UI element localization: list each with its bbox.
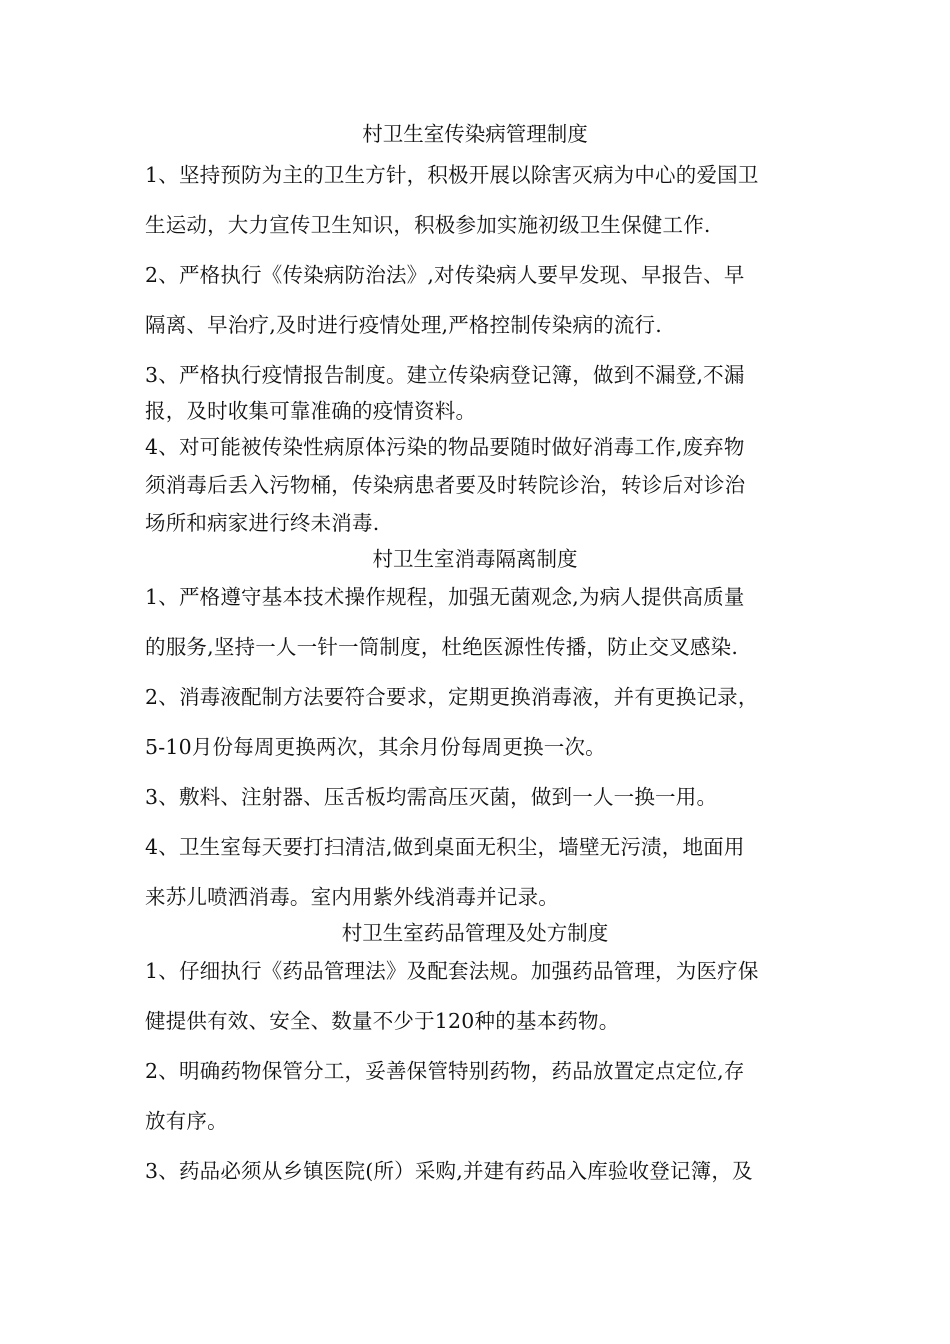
paragraph-line: 须消毒后丢入污物桶，传染病患者要及时转院诊治，转诊后对诊治 [145, 473, 746, 497]
paragraph-line: 2、明确药物保管分工，妥善保管特别药物，药品放置定点定位,存 [145, 1059, 745, 1083]
paragraph-line: 健提供有效、安全、数量不少于120种的基本药物。 [145, 1009, 620, 1033]
paragraph-line: 1、坚持预防为主的卫生方针，积极开展以除害灭病为中心的爱国卫 [145, 163, 759, 187]
paragraph-line: 生运动，大力宣传卫生知识，积极参加实施初级卫生保健工作. [145, 213, 711, 237]
paragraph-line: 来苏儿喷洒消毒。室内用紫外线消毒并记录。 [145, 885, 559, 909]
paragraph-line: 4、对可能被传染性病原体污染的物品要随时做好消毒工作,废弃物 [145, 435, 745, 459]
paragraph-line: 5-10月份每周更换两次，其余月份每周更换一次。 [145, 735, 606, 759]
paragraph-line: 放有序。 [145, 1109, 228, 1133]
paragraph-line: 4、卫生室每天要打扫清洁,做到桌面无积尘，墙壁无污渍，地面用 [145, 835, 745, 859]
paragraph-line: 的服务,坚持一人一针一筒制度，杜绝医源性传播，防止交叉感染. [145, 635, 739, 659]
paragraph-line: 隔离、早治疗,及时进行疫情处理,严格控制传染病的流行. [145, 313, 662, 337]
section-title: 村卫生室药品管理及处方制度 [341, 921, 609, 945]
paragraph-line: 2、消毒液配制方法要符合要求，定期更换消毒液，并有更换记录， [145, 685, 759, 709]
paragraph-line: 场所和病家进行终未消毒. [145, 511, 380, 535]
section-title: 村卫生室传染病管理制度 [362, 122, 588, 146]
paragraph-line: 报，及时收集可靠准确的疫情资料。 [145, 399, 477, 423]
paragraph-line: 3、药品必须从乡镇医院(所）采购,并建有药品入库验收登记簿，及 [145, 1159, 753, 1183]
paragraph-line: 1、仔细执行《药品管理法》及配套法规。加强药品管理，为医疗保 [145, 959, 759, 983]
paragraph-line: 3、敷料、注射器、压舌板均需高压灭菌，做到一人一换一用。 [145, 785, 718, 809]
paragraph-line: 3、严格执行疫情报告制度。建立传染病登记簿，做到不漏登,不漏 [145, 363, 745, 387]
section-title: 村卫生室消毒隔离制度 [372, 547, 578, 571]
paragraph-line: 1、严格遵守基本技术操作规程，加强无菌观念,为病人提供高质量 [145, 585, 745, 609]
paragraph-line: 2、严格执行《传染病防治法》,对传染病人要早发现、早报告、早 [145, 263, 745, 287]
